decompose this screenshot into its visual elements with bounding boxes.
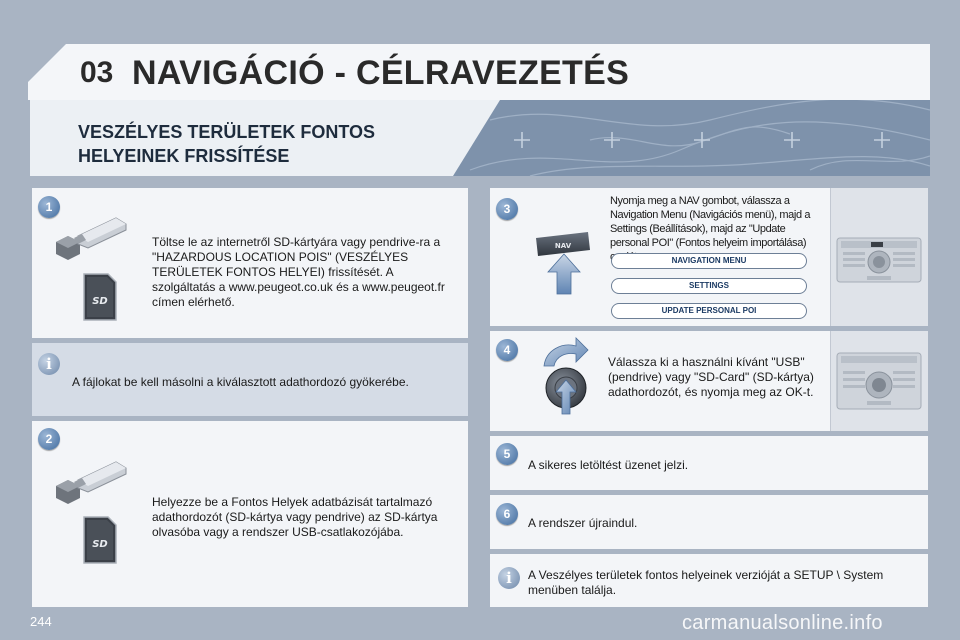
section-title-line1: VESZÉLYES TERÜLETEK FONTOS	[78, 122, 376, 142]
info-icon: i	[498, 567, 520, 589]
watermark: carmanualsonline.info	[682, 612, 883, 634]
chapter-number: 03	[80, 56, 114, 89]
sd-card-icon	[82, 515, 118, 565]
step1-text: Töltse le az internetről SD-kártyára vagy pendrive-ra a "HAZARDOUS LOCATION POIS" (VESZÉLYES TERÜLETEK FONTOS HELYEI) frissítését. A szolgáltatás a www.peugeot.co.uk és a www.peugeot.fr címen elérhető.	[152, 235, 445, 309]
svg-text:SD: SD	[92, 539, 108, 550]
radio-unit-icon	[831, 331, 927, 431]
radio-unit-image	[830, 188, 928, 326]
menu-item-settings[interactable]: SETTINGS	[611, 278, 807, 294]
step2-text: Helyezze be a Fontos Helyek adatbázisát tartalmazó adathordozót (SD-kártya vagy pendrive) az SD-kártya olvasóba vagy a rendszer USB-csatlakozójába.	[152, 495, 438, 539]
section-title-line2: HELYEINEK FRISSÍTÉSE	[78, 146, 290, 166]
menu-item-navigation-menu[interactable]: NAVIGATION MENU	[611, 253, 807, 269]
step6-text: A rendszer újraindul.	[528, 516, 638, 530]
nav-button-icon	[530, 224, 594, 296]
menu-item-update-personal-poi[interactable]: UPDATE PERSONAL POI	[611, 303, 807, 319]
sd-card-icon	[82, 272, 118, 322]
page-title: NAVIGÁCIÓ - CÉLRAVEZETÉS	[132, 54, 630, 92]
section-title	[78, 120, 375, 168]
info1-text: A fájlokat be kell másolni a kiválasztott adathordozó gyökerébe.	[72, 375, 409, 389]
step1-badge: 1	[38, 196, 60, 218]
step3-badge: 3	[496, 198, 518, 220]
info-icon: i	[38, 353, 60, 375]
rotary-dial-icon	[536, 336, 600, 422]
step4-text: Válassza ki a használni kívánt "USB" (pendrive) vagy "SD-Card" (SD-kártya) adathordozót, és nyomja meg az OK-t.	[608, 355, 814, 399]
radio-unit-icon	[831, 188, 927, 326]
step4-badge: 4	[496, 339, 518, 361]
step5-badge: 5	[496, 443, 518, 465]
usb-stick-icon	[54, 214, 130, 262]
svg-text:NAV: NAV	[554, 242, 572, 250]
info2-text: A Veszélyes területek fontos helyeinek verzióját a SETUP \ System menüben találja.	[528, 568, 884, 597]
radio-unit-image	[830, 331, 928, 431]
step5-text: A sikeres letöltést üzenet jelzi.	[528, 458, 689, 472]
step3-text: Nyomja meg a NAV gombot, válassza a Navigation Menu (Navigációs menü), majd a Settings (Beállítások), majd az "Update personal POI" (Fontos helyeim importálása)	[610, 195, 811, 249]
step2-badge: 2	[38, 428, 60, 450]
step6-badge: 6	[496, 503, 518, 525]
plus-marks	[514, 132, 890, 148]
usb-stick-icon	[54, 458, 130, 506]
page-number: 244	[30, 614, 52, 629]
svg-text:SD: SD	[92, 296, 108, 307]
